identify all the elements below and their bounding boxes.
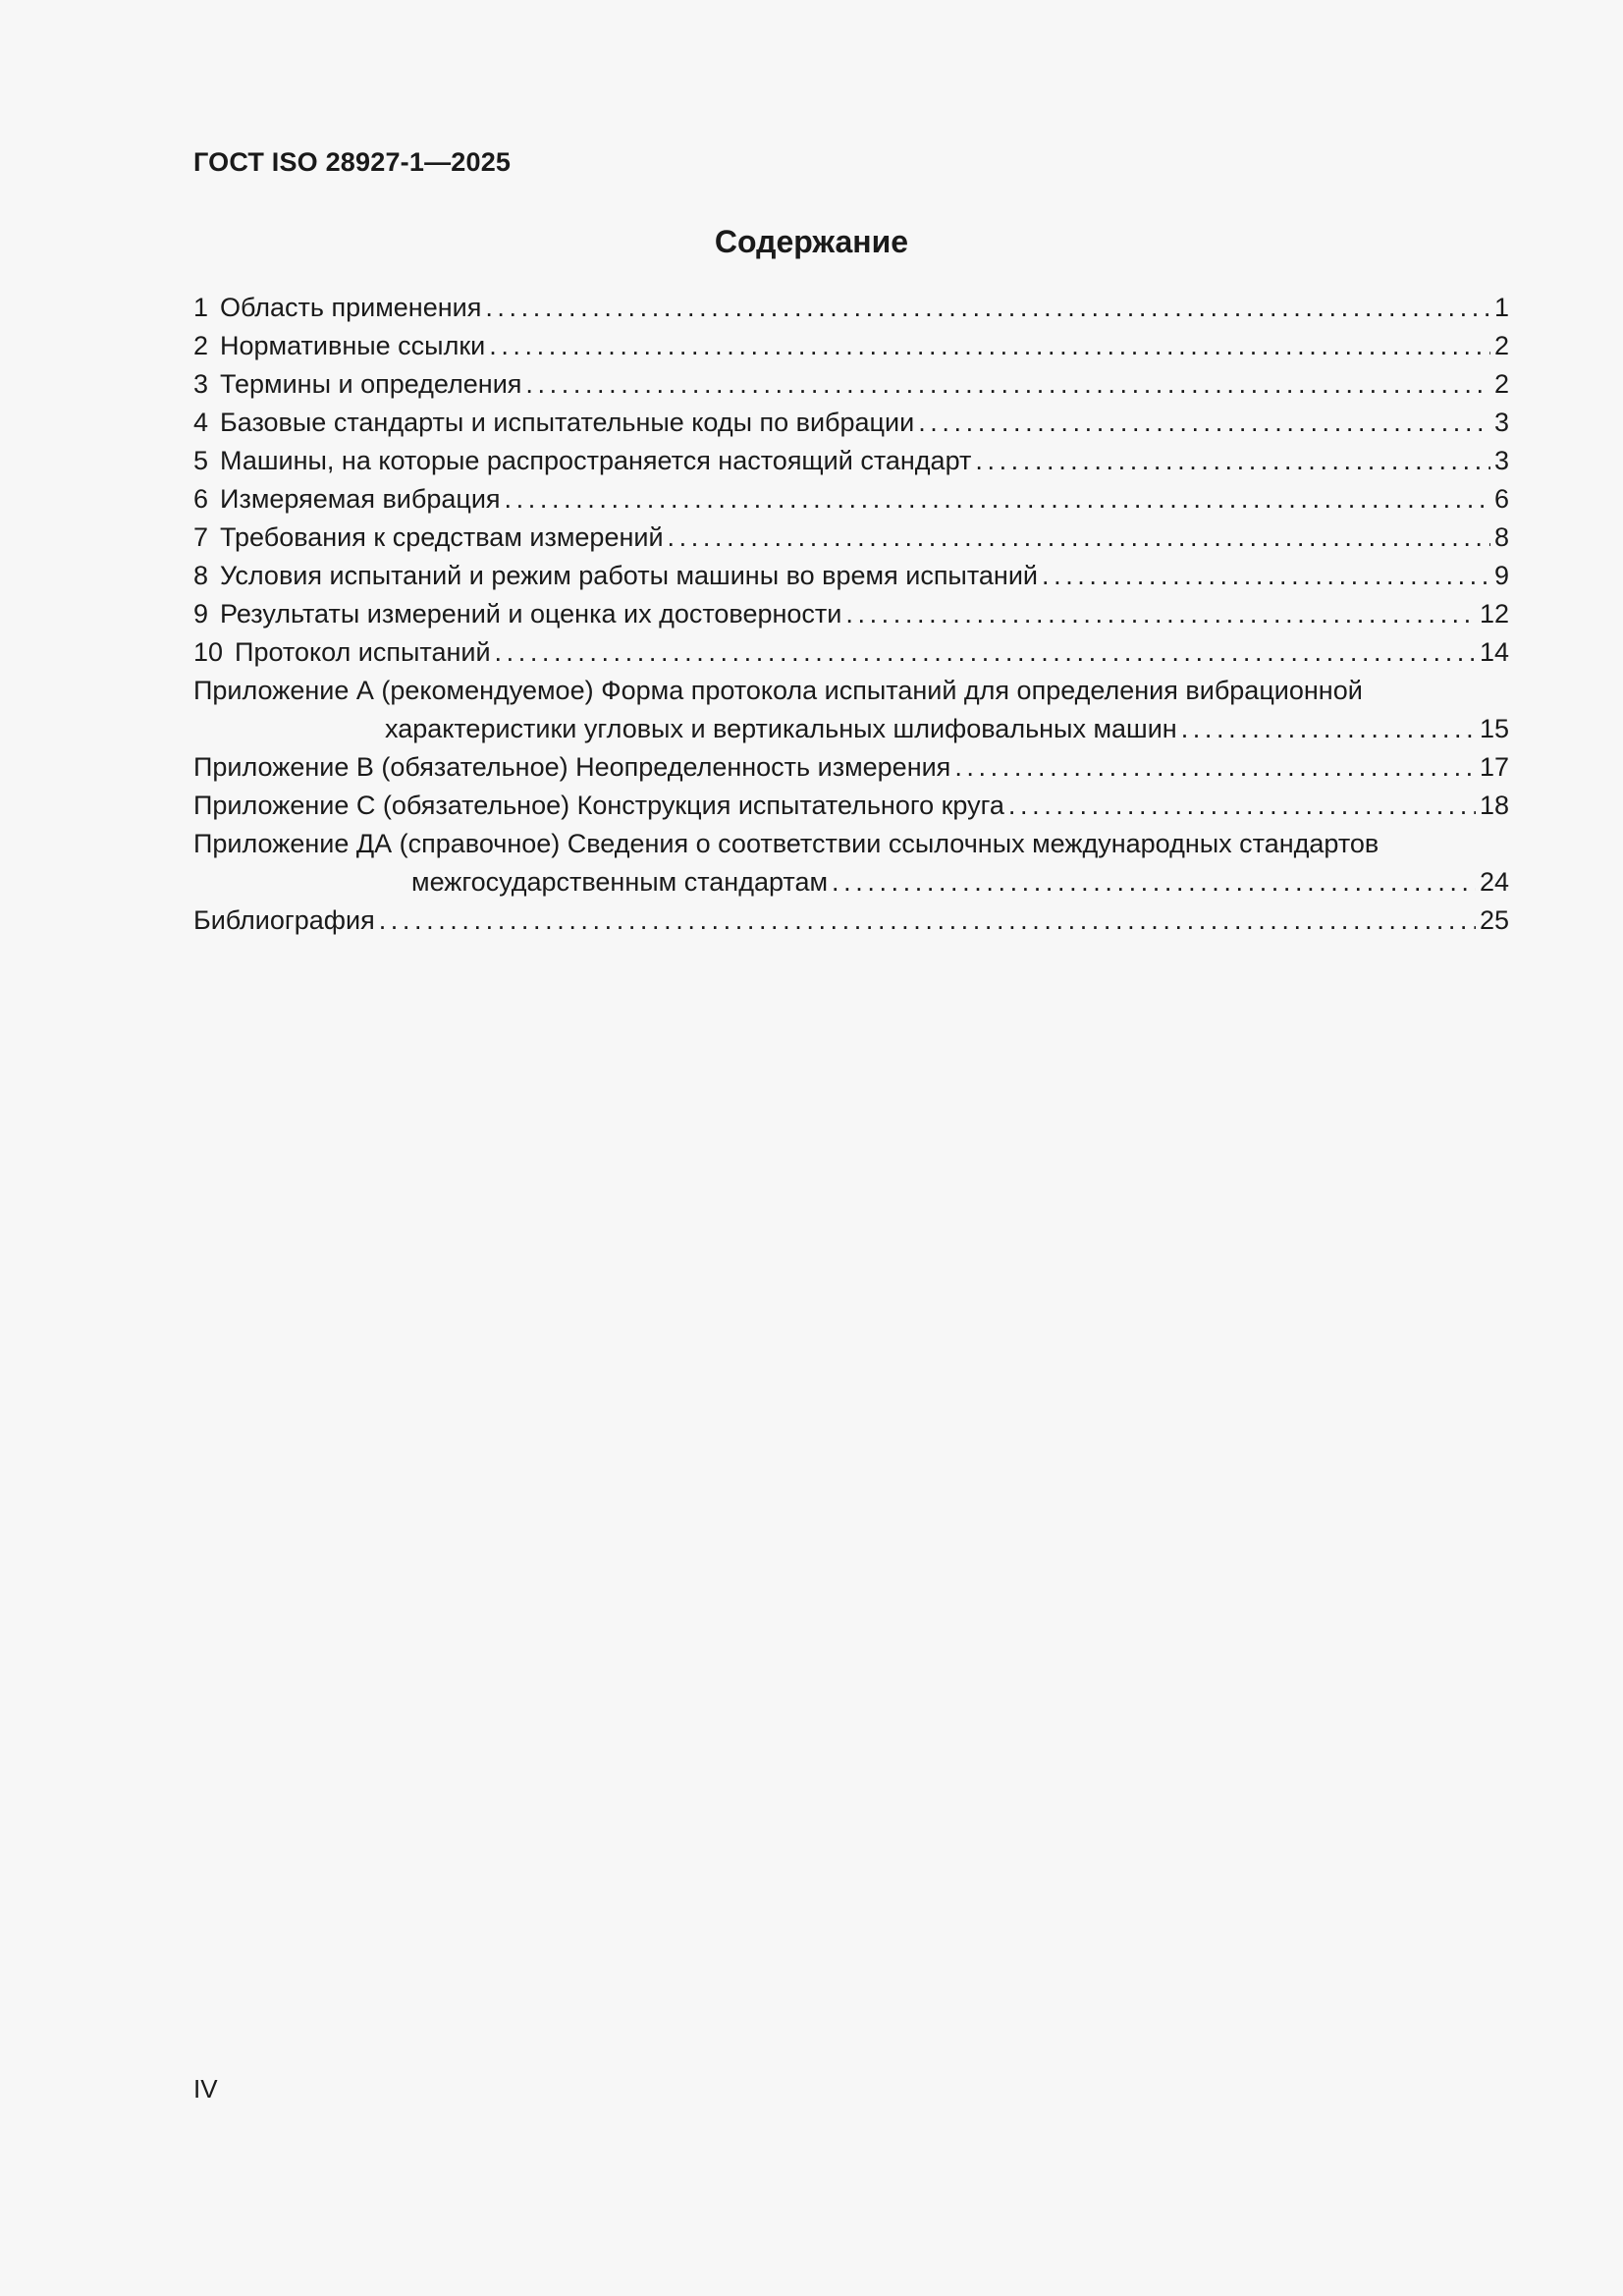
toc-item-page: 2 (1493, 369, 1509, 399)
dot-leader (489, 327, 1490, 365)
toc-item-title: Протокол испытаний (235, 637, 491, 667)
toc-item-number: 4 (193, 408, 209, 437)
dot-leader (832, 863, 1476, 902)
toc-item-page: 25 (1479, 905, 1509, 935)
toc-item-number: 10 (193, 637, 224, 667)
toc-item-number: 2 (193, 331, 209, 360)
toc-annex-title: Приложение В (обязательное) Неопределенность измерения (193, 752, 951, 782)
toc-item-page: 15 (1479, 714, 1509, 743)
dot-leader (1042, 557, 1490, 595)
toc-item-page: 24 (1479, 867, 1509, 897)
toc-item-page: 3 (1493, 408, 1509, 437)
toc-annex-title: Приложение С (обязательное) Конструкция испытательного круга (193, 791, 1004, 820)
toc-item[interactable] (193, 557, 1509, 595)
toc-item[interactable] (193, 480, 1509, 519)
toc-item-number: 9 (193, 599, 209, 629)
toc-item-title: Требования к средствам измерений (220, 522, 664, 552)
dot-leader (845, 595, 1476, 633)
table-of-contents (193, 289, 1509, 940)
toc-item-page: 3 (1493, 446, 1509, 475)
dot-leader (505, 480, 1490, 519)
toc-bibliography-title: Библиография (193, 905, 375, 935)
toc-item-number: 3 (193, 369, 209, 399)
toc-annex-da-line2[interactable] (193, 863, 1509, 902)
toc-annex-b[interactable] (193, 748, 1509, 787)
toc-item[interactable] (193, 442, 1509, 480)
toc-annex-title: Приложение А (рекомендуемое) Форма протокола испытаний для определения вибрационной (193, 676, 1363, 705)
toc-item-page: 14 (1479, 637, 1509, 667)
dot-leader (954, 748, 1476, 787)
toc-title: Содержание (714, 224, 909, 259)
toc-item-title: Измеряемая вибрация (220, 484, 501, 514)
toc-item[interactable] (193, 595, 1509, 633)
toc-bibliography[interactable] (193, 902, 1509, 940)
toc-item[interactable] (193, 404, 1509, 442)
toc-item-page: 17 (1479, 752, 1509, 782)
toc-item-number: 8 (193, 561, 209, 590)
toc-item[interactable] (193, 633, 1509, 672)
toc-item[interactable] (193, 327, 1509, 365)
toc-item-number: 7 (193, 522, 209, 552)
toc-item-number: 1 (193, 293, 209, 322)
toc-item-number: 6 (193, 484, 209, 514)
toc-item-title: Область применения (220, 293, 482, 322)
toc-annex-c[interactable] (193, 787, 1509, 825)
toc-item-title: Результаты измерений и оценка их достоверности (220, 599, 842, 629)
toc-annex-title-cont: межгосударственным стандартам (411, 867, 829, 897)
dot-leader (485, 289, 1490, 327)
toc-item-page: 9 (1493, 561, 1509, 590)
toc-annex-da-line1[interactable] (193, 825, 1509, 863)
document-code: ГОСТ ISO 28927-1—2025 (193, 147, 512, 177)
dot-leader (379, 902, 1476, 940)
dot-leader (495, 633, 1476, 672)
dot-leader (668, 519, 1490, 557)
toc-item[interactable] (193, 289, 1509, 327)
dot-leader (525, 365, 1490, 404)
toc-annex-a-line2[interactable] (193, 710, 1509, 748)
toc-item[interactable] (193, 365, 1509, 404)
toc-item-number: 5 (193, 446, 209, 475)
dot-leader (1008, 787, 1476, 825)
toc-item[interactable] (193, 519, 1509, 557)
toc-item-title: Машины, на которые распространяется настоящий стандарт (220, 446, 972, 475)
toc-item-title: Базовые стандарты и испытательные коды по вибрации (220, 408, 915, 437)
toc-item-page: 2 (1493, 331, 1509, 360)
toc-item-page: 1 (1493, 293, 1509, 322)
toc-item-page: 12 (1479, 599, 1509, 629)
toc-annex-title-cont: характеристики угловых и вертикальных шлифовальных машин (385, 714, 1177, 743)
toc-item-title: Термины и определения (220, 369, 522, 399)
dot-leader (1181, 710, 1476, 748)
dot-leader (918, 404, 1490, 442)
toc-item-title: Условия испытаний и режим работы машины во время испытаний (220, 561, 1038, 590)
toc-item-title: Нормативные ссылки (220, 331, 486, 360)
toc-item-page: 6 (1493, 484, 1509, 514)
toc-annex-a-line1[interactable] (193, 672, 1509, 710)
toc-item-page: 18 (1479, 791, 1509, 820)
toc-item-page: 8 (1493, 522, 1509, 552)
page-number: IV (193, 2074, 218, 2104)
dot-leader (975, 442, 1490, 480)
toc-annex-title: Приложение ДА (справочное) Сведения о соответствии ссылочных международных стандартов (193, 829, 1380, 858)
